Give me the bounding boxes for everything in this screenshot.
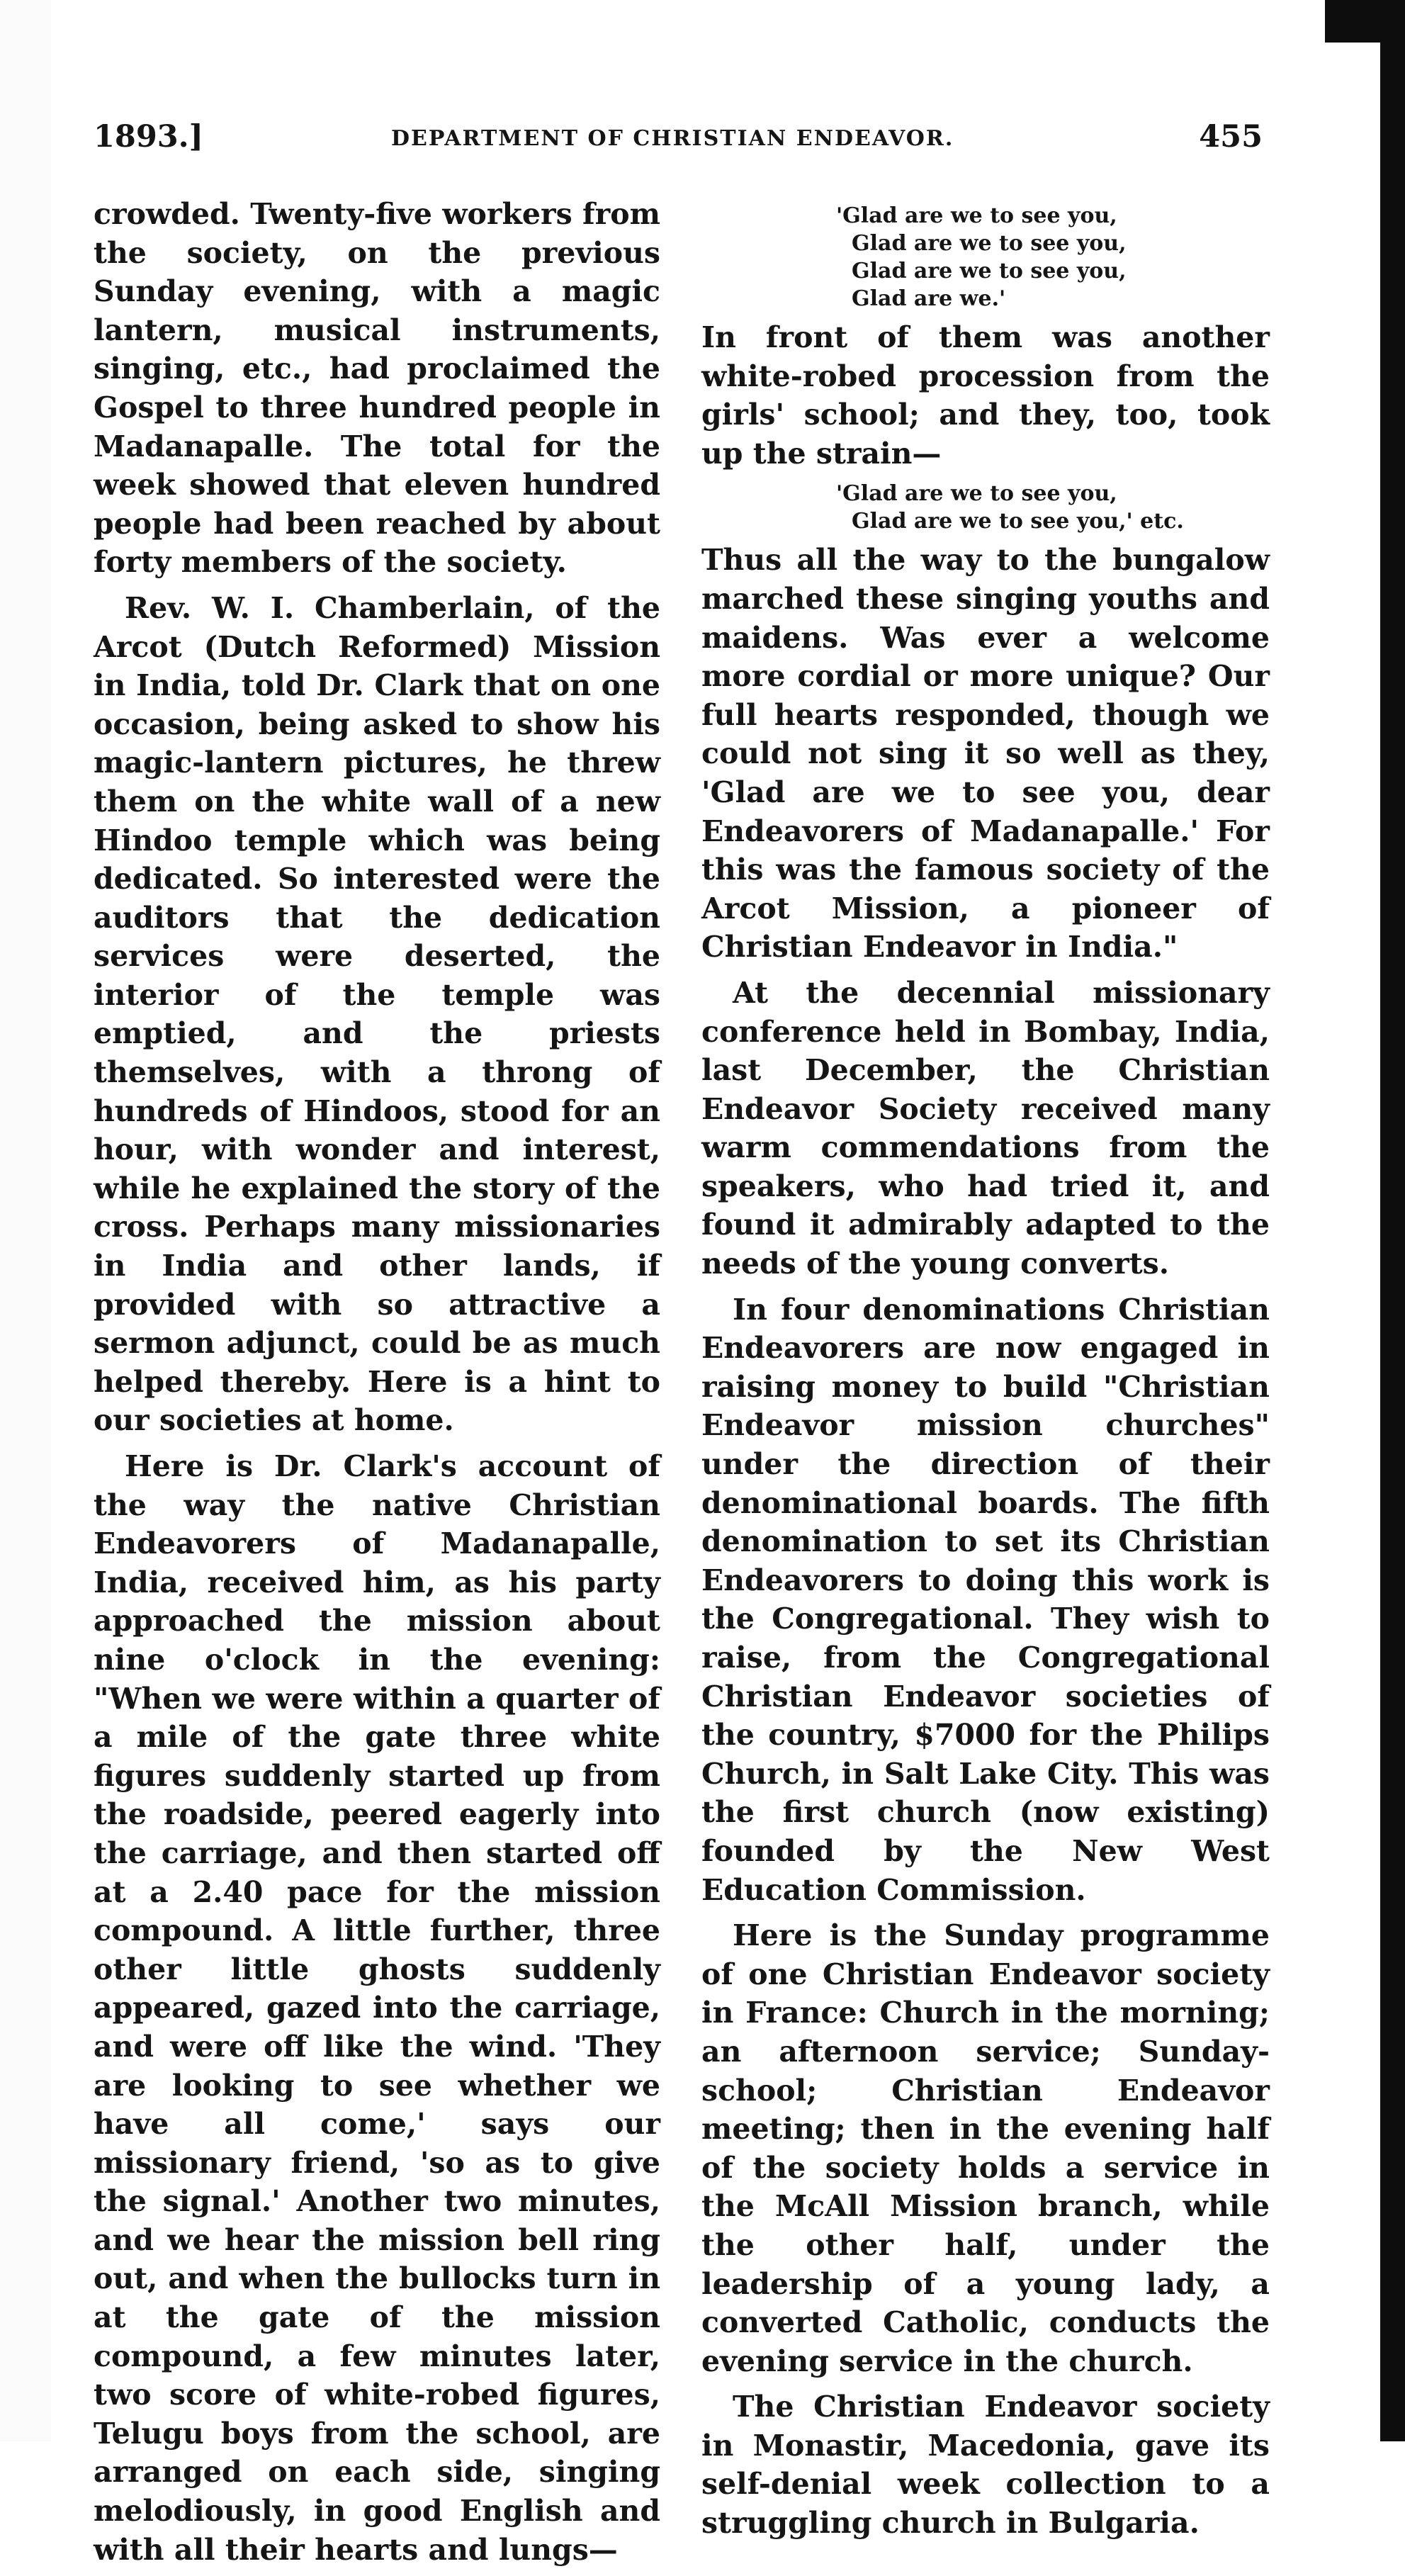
paragraph-bombay-conference: At the decennial missionary conference held in Bombay, India, last December, the Christian Endeavor Society received many warm commendations from the speakers, who had tried it, and found it admirably adapted to the needs of the young converts. — [701, 975, 1270, 1281]
paragraph-girls-school: In front of them was another white-robed procession from the girls' school; and they, too, took up the strain— — [701, 320, 1270, 471]
verse-glad-are-we — [836, 202, 1270, 313]
paragraph-france-programme: Here is the Sunday programme of one Christian Endeavor society in France: Church in the morning; an afternoon service; Sunday-school; Christian Endeavor meeting; then in the evening half of the society holds a service in the McAll Mission branch, while the other half, under the leadership of a young lady, a converted Catholic, conducts the evening service in the church. — [701, 1918, 1270, 2378]
scan-border-right — [1380, 0, 1405, 2441]
scan-margin-left — [0, 0, 51, 2441]
paragraph-bungalow: Thus all the way to the bungalow marched these singing youths and maidens. Was ever a welcome more cordial or more unique? Our full hearts responded, though we could not sing it so well as they, 'Glad are we to see you, dear Endeavorers of Madanapalle.' For this was the famous society of the Arcot Mission, a pioneer of Christian Endeavor in India." — [701, 543, 1270, 964]
verse-line: Glad are we to see you, — [852, 231, 1127, 256]
paragraph-mission-churches: In four denominations Christian Endeavorers are now engaged in raising money to build "Christian Endeavor mission churches" under the direction of their denominational boards. The fifth denomination to set its Christian Endeavorers to doing this work is the Congregational. They wish to raise, from the Congregational Christian Endeavor societies of the country, $7000 for the Philips Church, in Salt Lake City. This was the first church (now existing) founded by the New West Education Commission. — [701, 1292, 1270, 1907]
page-number: 455 — [1199, 119, 1263, 154]
verse-line: 'Glad are we to see you, — [836, 203, 1117, 228]
paragraph-continued: crowded. Twenty-five workers from the society, on the previous Sunday evening, with a magic lantern, musical instruments, singing, etc., had proclaimed the Gospel to three hundred people in Madanapalle. The total for the week showed that eleven hundred people had been reached by about forty members of the society. — [94, 197, 660, 580]
right-column — [701, 195, 1270, 2550]
verse-glad-are-we-etc — [836, 480, 1270, 535]
verse-line: Glad are we to see you, — [852, 259, 1127, 283]
left-column — [94, 195, 660, 2576]
header-year: 1893.] — [94, 119, 203, 154]
paragraph-monastir: The Christian Endeavor society in Monastir, Macedonia, gave its self-denial week collection to a struggling church in Bulgaria. — [701, 2390, 1270, 2541]
running-header — [94, 119, 1263, 162]
verse-line: Glad are we to see you,' etc. — [852, 509, 1184, 534]
scan-border-top-corner — [1325, 0, 1405, 43]
paragraph-chamberlain: Rev. W. I. Chamberlain, of the Arcot (Dutch Reformed) Mission in India, told Dr. Clark that on one occasion, being asked to show his magic-lantern pictures, he threw them on the white wall of a new Hindoo temple which was being dedicated. So interested were the auditors that the dedication services were deserted, the interior of the temple was emptied, and the priests themselves, with a throng of hundreds of Hindoos, stood for an hour, with wonder and interest, while he explained the story of the cross. Perhaps many missionaries in India and other lands, if provided with so attractive a sermon adjunct, could be as much helped thereby. Here is a hint to our societies at home. — [94, 590, 660, 1438]
paragraph-clark-account: Here is Dr. Clark's account of the way the native Christian Endeavorers of Madanapalle, India, received him, as his party approached the mission about nine o'clock in the evening: "When we were within a quarter of a mile of the gate three white figures suddenly started up from the roadside, peered eagerly into the carriage, and then started off at a 2.40 pace for the mission compound. A little further, three other little ghosts suddenly appeared, gazed into the carriage, and were off like the wind. 'They are looking to see whether we have all come,' says our missionary friend, 'so as to give the signal.' Another two minutes, and we hear the mission bell ring out, and when the bullocks turn in at the gate of the mission compound, a few minutes later, two score of white-robed figures, Telugu boys from the school, are arranged on each side, singing melodiously, in good English and with all their hearts and lungs— — [94, 1449, 660, 2567]
verse-line: 'Glad are we to see you, — [836, 481, 1117, 507]
header-title: DEPARTMENT OF CHRISTIAN ENDEAVOR. — [391, 126, 954, 151]
verse-line: Glad are we.' — [852, 286, 1006, 311]
